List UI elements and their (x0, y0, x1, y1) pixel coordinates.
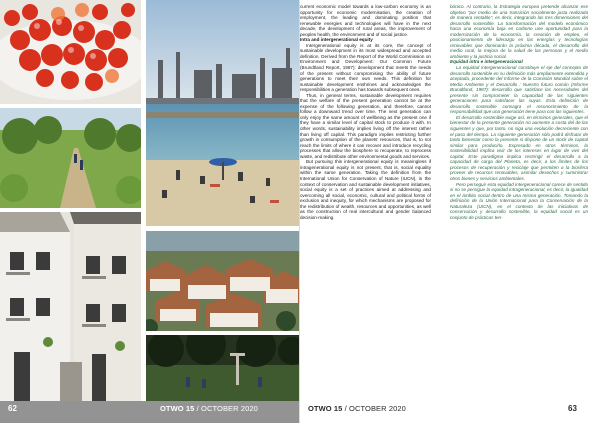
right-page-number: 63 (568, 404, 577, 413)
paragraph: bónico. Al contrario, la Estrategia europea pretende alcanzar ese objetivo "por medio de una transición socialmente justa realizada de manera rentable", es decir, integrando las tres dimensiones del desarrollo sostenible. La transformación del modelo económico hacia una economía baja en carbono une oportunidad para la modernización de la economía, la creación de empleo, el posicionamiento de liderazgo en las energías y tecnologías renovables que dominarán la próxima década, el desarrollo del medio rural, la mejora de la salud de las personas y el medio ambiente y la justicia social. (450, 4, 588, 59)
right-footer-title (308, 404, 406, 413)
left-footer-issue: / OCTOBER 2020 (194, 404, 258, 413)
photo-beach-industry (146, 0, 300, 226)
paragraph: El desarrollo sostenible exige así, en términos generales, que el bienestar de la presente generación no aumente a costa del de las siguientes y que, por tanto, no siga una evolución decreciente con el paso del tiempo. La siguiente generación sólo podrá disfrutar de tanto bienestar como la presente si dispone de un stock de capital similar para producirlo. Expresado en otros términos, la sostenibilidad implica vivir de los intereses en lugar de vivir del capital. Este paradigma implica restringir el desarrollo a la capacidad de carga del Planeta, es decir, a los límites de los procesos de recuperación y reciclaje que permiten a la biosfera proveer de recursos renovables, asimilar desechos y suministrar otros bienes y servicios ambientales. (450, 114, 588, 181)
left-footer-title (160, 404, 258, 413)
paragraph: Intergenerational equity is at its core, the concept of sustainable development in its most widespread and accepted definition. Derived from the Report of the World Commission on Environment and Development: Our Common Future (Brundtland Report, 1987): development that meets the needs of the present without compromising the ability of future generations to meet their own needs. This definition for sustainable development enshrines and acknowledges the responsibilities a generation has towards subsequent ones. (300, 42, 431, 93)
rooftops-illustration (146, 231, 300, 331)
spanish-article-column (450, 4, 588, 220)
photo-village-street (0, 212, 141, 401)
right-page (300, 0, 600, 423)
park-illustration (146, 335, 300, 401)
paragraph: Thus, in general terms, sustainable development requires that the welfare of the present generation cannot be at the expense of the following generation, and therefore, cannot follow a downward trend over time. The next generation can only enjoy the same amount of wellbeing as the present one if they have a similar level of capital stock to produce it with. In other words, sustainability implies living off the interest rather than living off capital. This paradigm implies restricting further growth in consumption of the planets' resources, that is, to not reach the limits of where it can recover and introduce recycling processes that allow the biosphere to recuperate, to reprocess waste, and redistribute other environmental goods and services. (300, 92, 431, 159)
left-page-number: 62 (8, 404, 17, 413)
section-heading: Intra and intergenerational equity (300, 37, 373, 43)
right-footer-magazine: OTWO 15 (308, 404, 343, 413)
photo-rooftops (146, 231, 300, 331)
paragraph: Pero perseguir esta equidad intergeneracional carece de sentido si no se persigue la equidad intrageneracional, es decir, la igualdad en el ámbito social dentro de una misma generación. Tomando la definición de la Unión Internacional para la Conservación de la Naturaleza (UICN), en el contexto de las iniciativas de conservación y desarrollo sostenible, la equidad social es un conjunto de prácticas ten- (450, 181, 588, 220)
left-footer-magazine: OTWO 15 (160, 404, 195, 413)
paragraph: La equidad intergeneracional constituye el eje del concepto de desarrollo sostenible en su definición más ampliamente extendida y aceptada, procedente del Informe de la Comisión Mundial sobre el Medio Ambiente y el Desarrollo : Nuestro futuro común (Informe Brundtland, 1987): desarrollo que satisface las necesidades del presente sin comprometer la capacidad de las siguientes generaciones para satisfacer las suyas. Esta definición de desarrollo sostenible consagra el reconocimiento de la responsabilidad que una generación tiene para con las siguientes. (450, 65, 588, 115)
right-footer-issue: / OCTOBER 2020 (342, 404, 406, 413)
village-street-illustration (0, 212, 141, 401)
photo-country-path (0, 108, 141, 208)
paragraph: But pursuing this intergenerational equity is meaningless if intragenerational equity is not present, that is, social equality within the same generation. Taking the definition from the International Union for Conservation of Nature (IUCN), in the context of conservation and sustainable development initiatives, social equity is a set of practices aimed at addressing and overcoming all social, economic, cultural and political forms of exclusion and inequity, for which mechanisms are proposed for the redistribution of wealth, resources and opportunities, as well as the construction of real intercultural and gender balanced decision-making. (300, 159, 431, 220)
beach-industry-illustration (146, 0, 300, 226)
country-path-illustration (0, 108, 141, 208)
tomatoes-illustration (0, 0, 141, 104)
section-heading: Equidad intra e intergeneracional (450, 59, 523, 65)
english-article-column (300, 4, 431, 220)
paragraph: current economic model towards a low-carbon economy is an opportunity for economic modernisation, the creation of employment, the leading and dominating position that renewable energies and technologies will have in the next decade, the development of rural areas, the improvement of peoples health, the environment and of social justice. (300, 4, 431, 37)
photo-park (146, 335, 300, 401)
photo-tomatoes (0, 0, 141, 104)
